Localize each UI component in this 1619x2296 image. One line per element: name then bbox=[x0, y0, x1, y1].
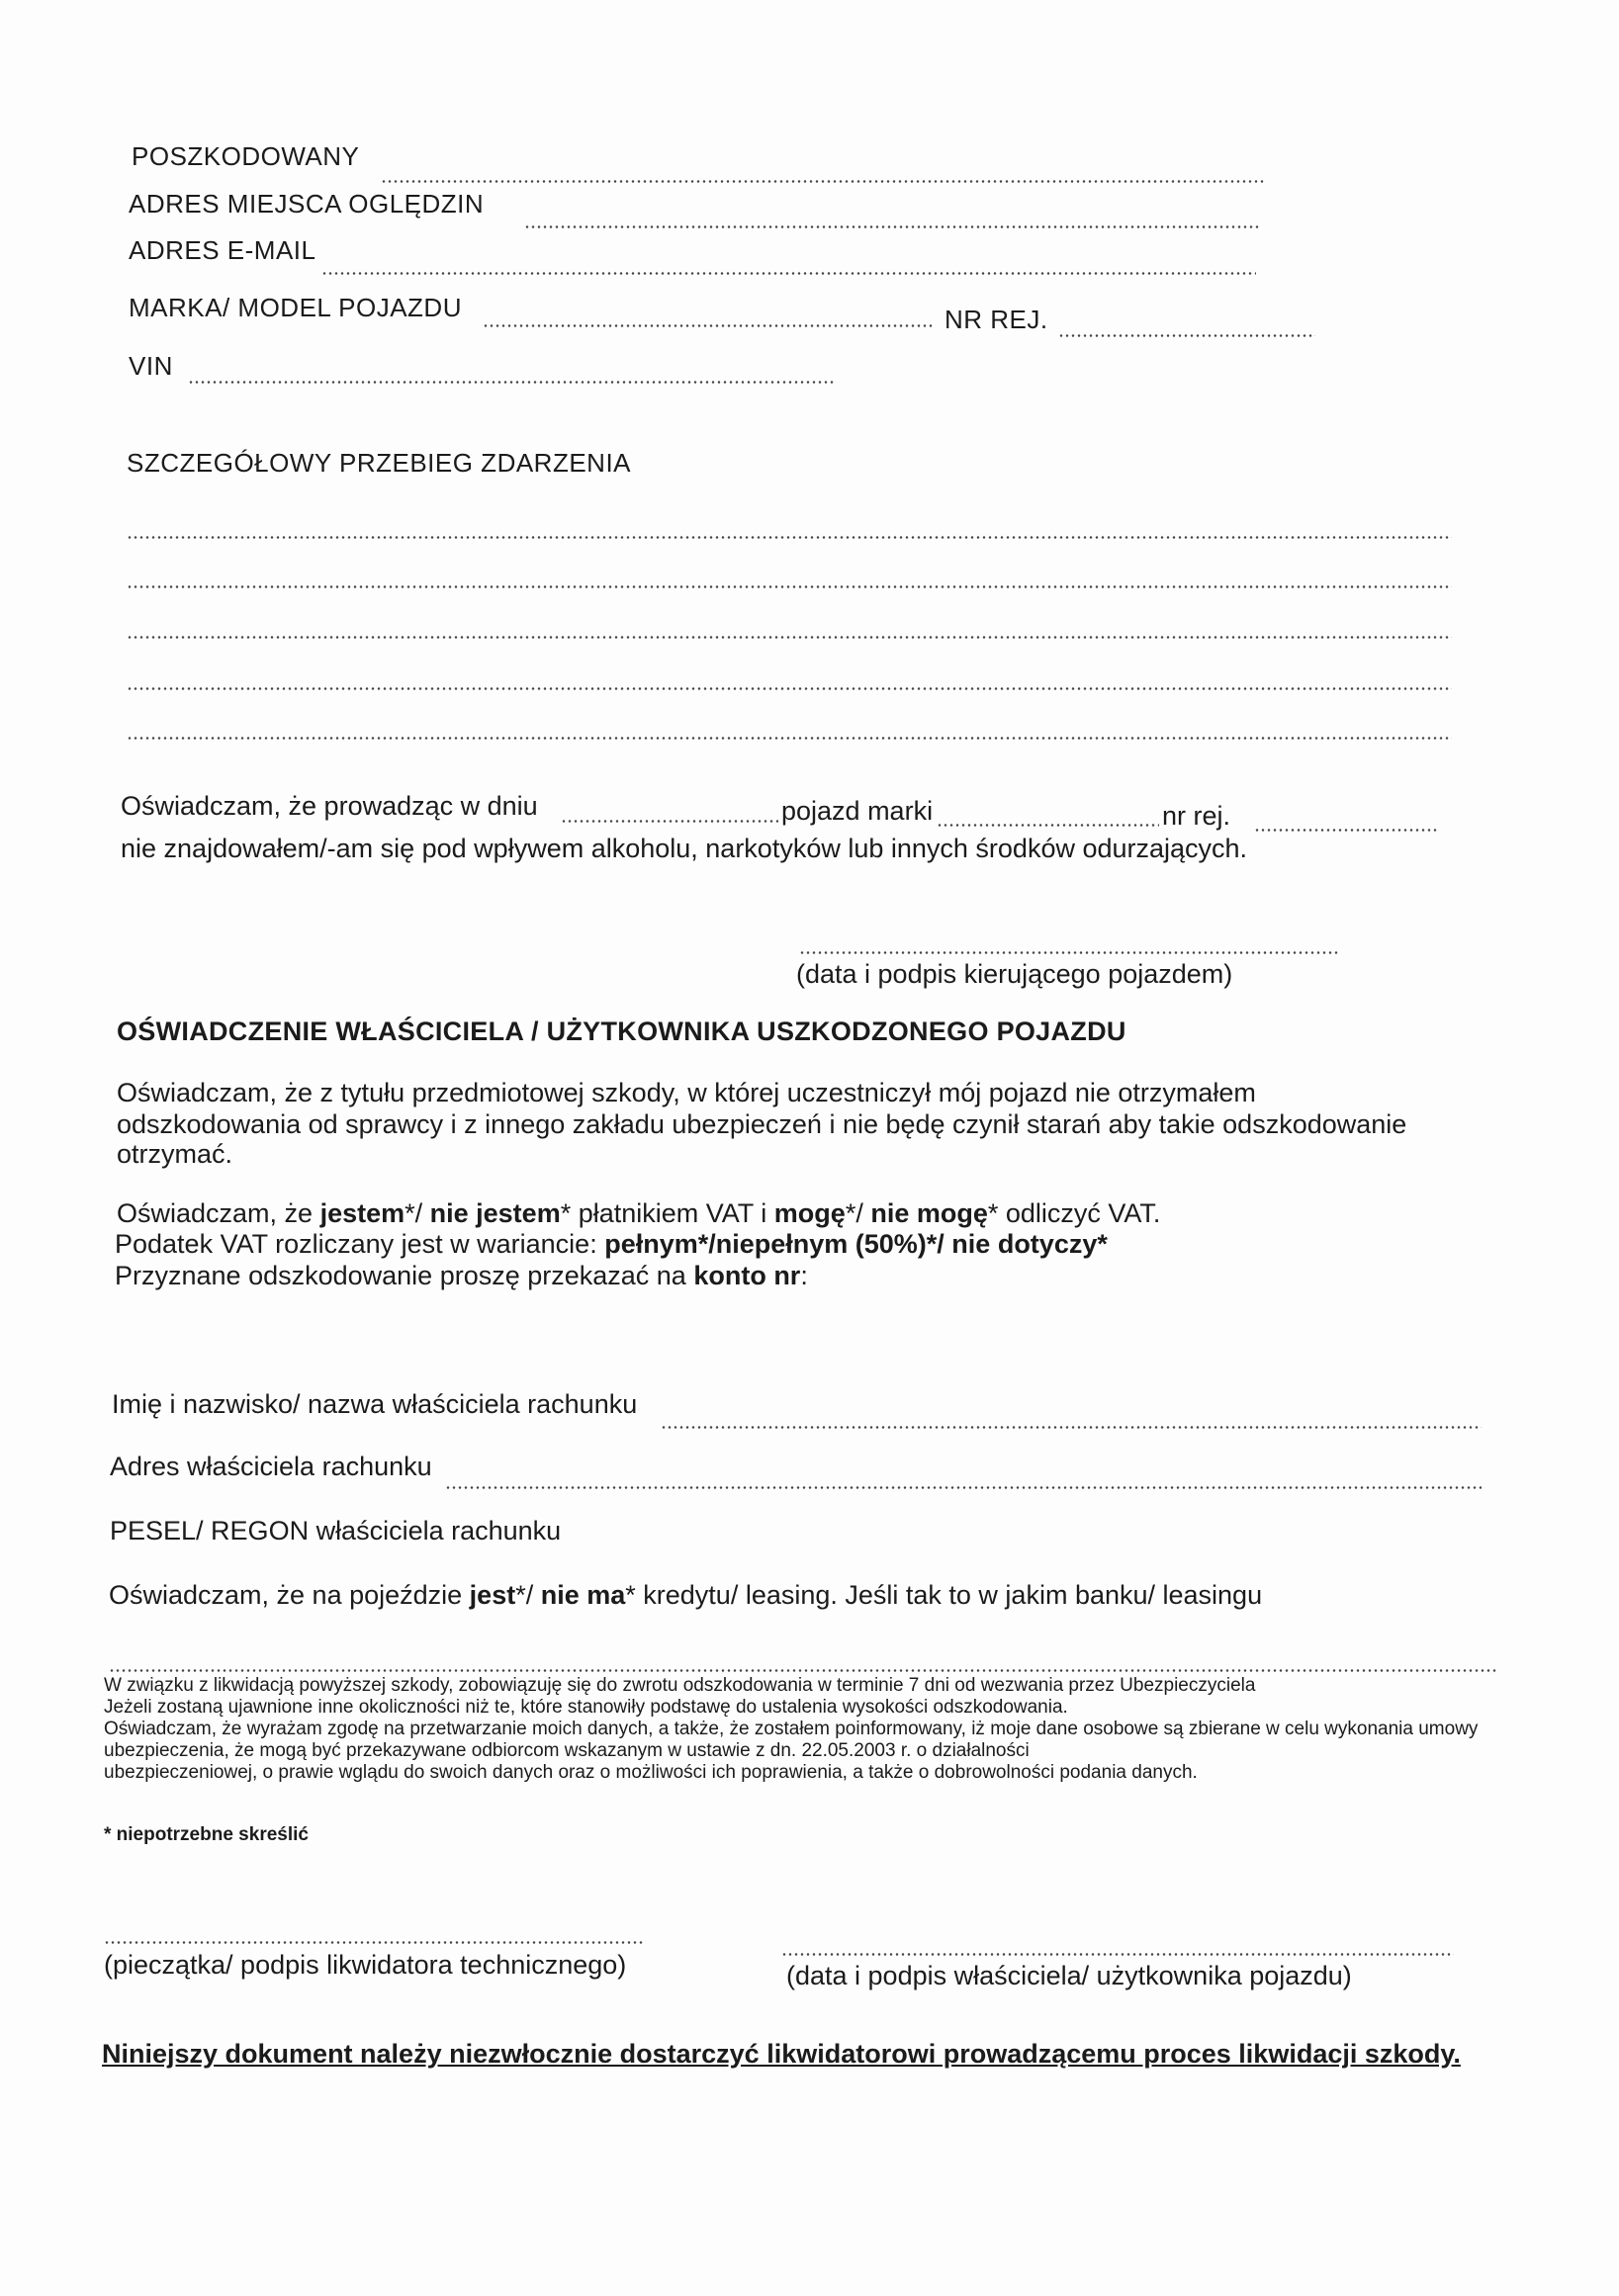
field-label-account-holder-name: Imię i nazwisko/ nazwa właściciela rachunku bbox=[112, 1389, 638, 1419]
description-line bbox=[127, 585, 1452, 588]
fill-line bbox=[445, 1486, 1482, 1489]
signature-line bbox=[799, 951, 1338, 954]
fill-line bbox=[561, 820, 778, 823]
field-label-injured: POSZKODOWANY bbox=[132, 141, 360, 171]
driver-signature-caption: (data i podpis kierującego pojazdem) bbox=[796, 959, 1233, 989]
fill-line bbox=[661, 1426, 1482, 1429]
owner-declaration-line3: otrzymać. bbox=[117, 1139, 233, 1169]
adjuster-signature-caption: (pieczątka/ podpis likwidatora technicznego) bbox=[104, 1950, 627, 1980]
owner-signature-caption: (data i podpis właściciela/ użytkownika pojazdu) bbox=[786, 1961, 1352, 1990]
account-transfer-statement: Przyznane odszkodowanie proszę przekazać na konto nr: bbox=[115, 1261, 808, 1290]
owner-declaration-line1: Oświadczam, że z tytułu przedmiotowej szkody, w której uczestniczył mój pojazd nie otrzymałem bbox=[117, 1078, 1256, 1107]
description-line bbox=[127, 687, 1452, 690]
vat-variant-statement: Podatek VAT rozliczany jest w wariancie: pełnym*/niepełnym (50%)*/ nie dotyczy* bbox=[115, 1229, 1108, 1259]
field-label-vin: VIN bbox=[129, 351, 173, 381]
description-line bbox=[127, 636, 1452, 639]
vat-payer-statement: Oświadczam, że jestem*/ nie jestem* płatnikiem VAT i mogę*/ nie mogę* odliczyć VAT. bbox=[117, 1198, 1161, 1228]
fill-line bbox=[321, 272, 1256, 275]
fill-line bbox=[524, 225, 1261, 228]
sobriety-statement-part3: nr rej. bbox=[1162, 801, 1231, 831]
signature-line bbox=[781, 1953, 1454, 1956]
fill-line bbox=[381, 180, 1266, 183]
fill-line bbox=[1254, 829, 1437, 832]
fill-line bbox=[1058, 334, 1315, 337]
delivery-instruction: Niniejszy dokument należy niezwłocznie dostarczyć likwidatorowi prowadzącemu proces likwidacji szkody. bbox=[102, 2039, 1461, 2069]
owner-declaration-heading: OŚWIADCZENIE WŁAŚCICIELA / UŻYTKOWNIKA USZKODZONEGO POJAZDU bbox=[117, 1016, 1126, 1046]
fill-line bbox=[483, 324, 933, 327]
fill-line bbox=[109, 1669, 1498, 1672]
signature-line bbox=[104, 1941, 643, 1944]
description-line bbox=[127, 536, 1452, 539]
description-line bbox=[127, 737, 1452, 740]
field-label-account-holder-address: Adres właściciela rachunku bbox=[110, 1452, 432, 1481]
sobriety-statement-line2: nie znajdowałem/-am się pod wpływem alkoholu, narkotyków lub innych środków odurzających. bbox=[121, 834, 1248, 863]
sobriety-statement-part1: Oświadczam, że prowadząc w dniu bbox=[121, 791, 538, 821]
field-label-registration: NR REJ. bbox=[944, 305, 1048, 334]
sobriety-statement-part2: pojazd marki bbox=[781, 796, 934, 826]
field-label-inspection-address: ADRES MIEJSCA OGLĘDZIN bbox=[129, 189, 485, 219]
field-label-email: ADRES E-MAIL bbox=[129, 235, 316, 265]
field-label-vehicle-model: MARKA/ MODEL POJAZDU bbox=[129, 293, 462, 322]
credit-leasing-statement: Oświadczam, że na pojeździe jest*/ nie ma* kredytu/ leasing. Jeśli tak to w jakim banku/ leasingu bbox=[109, 1580, 1263, 1610]
fill-line bbox=[188, 381, 836, 384]
section-title-event-details: SZCZEGÓŁOWY PRZEBIEG ZDARZENIA bbox=[127, 448, 632, 478]
strike-out-note: * niepotrzebne skreślić bbox=[104, 1824, 309, 1845]
fine-print: W związku z likwidacją powyższej szkody, zobowiązuję się do zwrotu odszkodowania w terminie 7 dni od wezwania przez Ubezpieczyciela Jeżeli zostaną ujawnione inne okoliczności niż te, które stanowiły podstawę do ustalenia wysokości odszkodowania. Oświadczam, że wyrażam zgodę na przetwarzanie moich danych, a także, że zostałem poinformowany, iż moje dane osobowe są zbierane w celu wykonania umowy ubezpieczenia, że mogą być przekazywane odbiorcom wskazanym w ustawie z dn. 22.05.2003 r. o działalności ubezpieczeniowej, o prawie wglądu do swoich danych oraz o możliwości ich poprawienia, a także o dobrowolności podania danych. bbox=[104, 1675, 1479, 1783]
owner-declaration-line2: odszkodowania od sprawcy i z innego zakładu ubezpieczeń i nie będę czynił starań aby takie odszkodowanie bbox=[117, 1109, 1407, 1139]
field-label-account-holder-id: PESEL/ REGON właściciela rachunku bbox=[110, 1516, 562, 1545]
fill-line bbox=[937, 824, 1159, 827]
